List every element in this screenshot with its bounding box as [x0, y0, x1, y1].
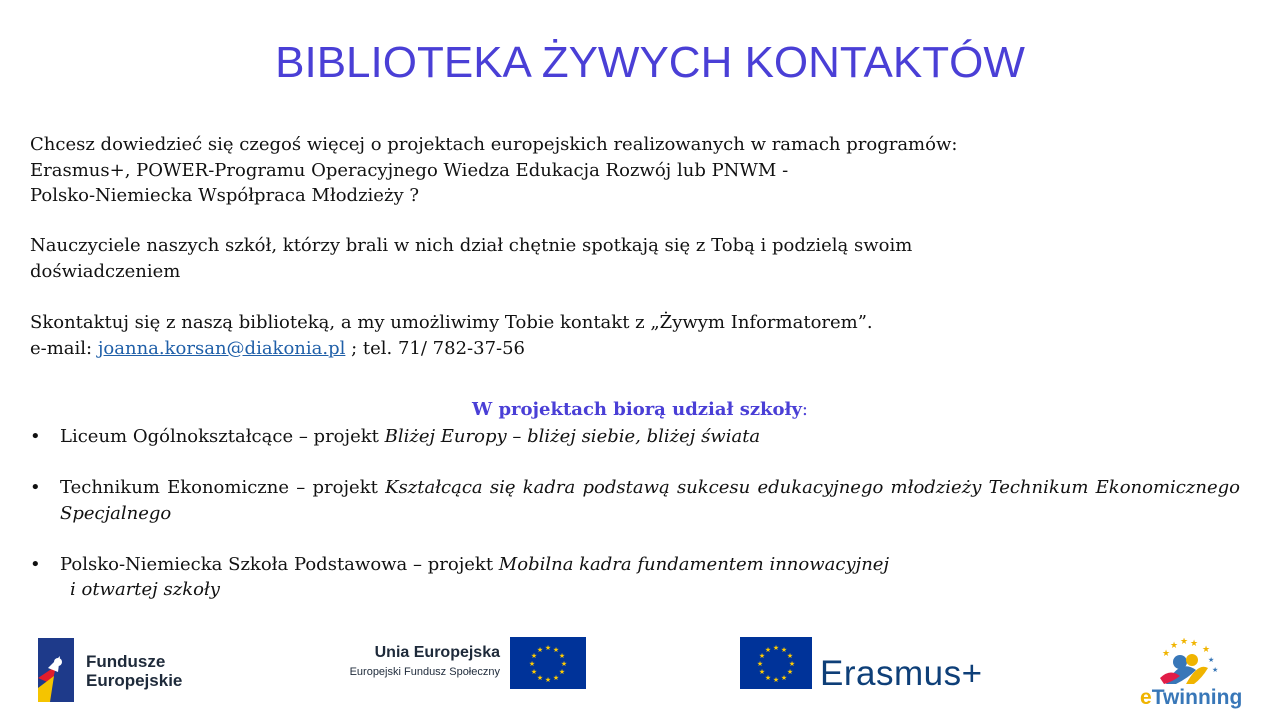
svg-text:★: ★ [1162, 649, 1171, 659]
svg-text:★: ★ [788, 660, 796, 668]
contact-paragraph [30, 310, 1230, 361]
svg-text:★: ★ [544, 644, 552, 652]
project-title: Mobilna kadra fundamentem innowacyjnej [498, 553, 890, 575]
eu-flag-icon [510, 637, 586, 689]
svg-text:★: ★ [1180, 638, 1189, 647]
phone-text: ; tel. 71/ 782-37-56 [345, 337, 526, 359]
svg-text:★: ★ [552, 674, 560, 682]
bullet: • [30, 553, 41, 575]
svg-text:★: ★ [558, 668, 566, 676]
svg-text:★: ★ [536, 674, 544, 682]
schools-list [30, 424, 1240, 628]
fe-line-1: Fundusze [86, 652, 166, 671]
svg-text:★: ★ [786, 668, 794, 676]
bullet: • [30, 426, 41, 447]
svg-text:★: ★ [552, 646, 560, 654]
unia-europejska-logo [332, 644, 500, 684]
school-name: Liceum Ogólnokształcące – projekt [60, 426, 385, 447]
svg-text:★: ★ [528, 660, 536, 668]
fundusze-europejskie-text [86, 652, 182, 690]
svg-text:★: ★ [1208, 656, 1215, 664]
fundusze-europejskie-icon [38, 638, 74, 702]
contact-line-1: Skontaktuj się z naszą biblioteką, a my umożliwimy Tobie kontakt z „Żywym Informatorem”. [30, 312, 873, 333]
etwinning-logo [1140, 638, 1246, 712]
svg-text:★: ★ [560, 660, 568, 668]
teachers-line-1: Nauczyciele naszych szkół, którzy brali w nich dział chętnie spotkają się z Tobą i podzielą swoim [30, 235, 913, 256]
list-item [30, 475, 1240, 526]
svg-text:★: ★ [558, 652, 566, 660]
intro-line-3: Polsko-Niemiecka Współpraca Młodzieży ? [30, 185, 419, 206]
svg-text:★: ★ [764, 674, 772, 682]
fe-line-2: Europejskie [86, 671, 183, 690]
erasmus-plus-logo: Erasmus+ [820, 654, 983, 693]
svg-text:★: ★ [780, 674, 788, 682]
svg-text:★: ★ [772, 644, 780, 652]
svg-text:★: ★ [786, 652, 794, 660]
fundusze-europejskie-logo [38, 638, 198, 702]
school-name: Polsko-Niemiecka Szkoła Podstawowa – projekt [60, 553, 499, 575]
svg-text:★: ★ [530, 668, 538, 676]
svg-text:★: ★ [1190, 639, 1199, 649]
svg-text:★: ★ [756, 660, 764, 668]
schools-heading-colon: : [801, 399, 808, 420]
teachers-paragraph [30, 233, 1230, 284]
svg-text:★: ★ [758, 652, 766, 660]
etwinning-rest: Twinning [1151, 686, 1243, 709]
svg-text:★: ★ [758, 668, 766, 676]
ue-title: Unia Europejska [374, 644, 500, 661]
svg-text:★: ★ [1212, 666, 1219, 674]
bullet: • [30, 477, 41, 498]
etwinning-e: e [1140, 686, 1152, 709]
email-link[interactable]: joanna.korsan@diakonia.pl [97, 337, 346, 359]
teachers-line-2: doświadczeniem [30, 260, 181, 282]
intro-paragraph [30, 132, 1230, 209]
svg-text:★: ★ [1170, 641, 1179, 651]
schools-heading [0, 399, 1280, 420]
eu-flag-icon [740, 637, 812, 689]
etwinning-wordmark [1140, 686, 1242, 710]
email-label: e-mail: [30, 337, 98, 359]
project-title: Bliżej Europy – bliżej siebie, bliżej świata [384, 426, 761, 447]
school-name: Technikum Ekonomiczne – projekt [60, 477, 386, 498]
svg-text:★: ★ [764, 646, 772, 654]
list-item [30, 424, 1240, 450]
svg-text:★: ★ [544, 676, 552, 684]
svg-text:★: ★ [536, 646, 544, 654]
intro-line-1: Chcesz dowiedzieć się czegoś więcej o projektach europejskich realizowanych w ramach programów: [30, 134, 958, 155]
page-title: BIBLIOTEKA ŻYWYCH KONTAKTÓW [275, 38, 1025, 87]
schools-heading-text: W projektach biorą udział szkoły [471, 399, 802, 420]
project-title: Kształcąca się kadra podstawą sukcesu edukacyjnego młodzieży Technikum Ekonomicznego Specjalnego [60, 477, 1240, 524]
ue-subtitle: Europejski Fundusz Społeczny [349, 666, 500, 678]
svg-text:★: ★ [772, 676, 780, 684]
list-item [30, 552, 1240, 603]
project-title-line-2: i otwartej szkoły [70, 579, 220, 600]
svg-text:★: ★ [1202, 645, 1211, 655]
svg-text:★: ★ [780, 646, 788, 654]
svg-text:★: ★ [530, 652, 538, 660]
etwinning-icon [1140, 638, 1246, 688]
intro-line-2: Erasmus+, POWER-Programu Operacyjnego Wiedza Edukacja Rozwój lub PNWM - [30, 159, 789, 181]
